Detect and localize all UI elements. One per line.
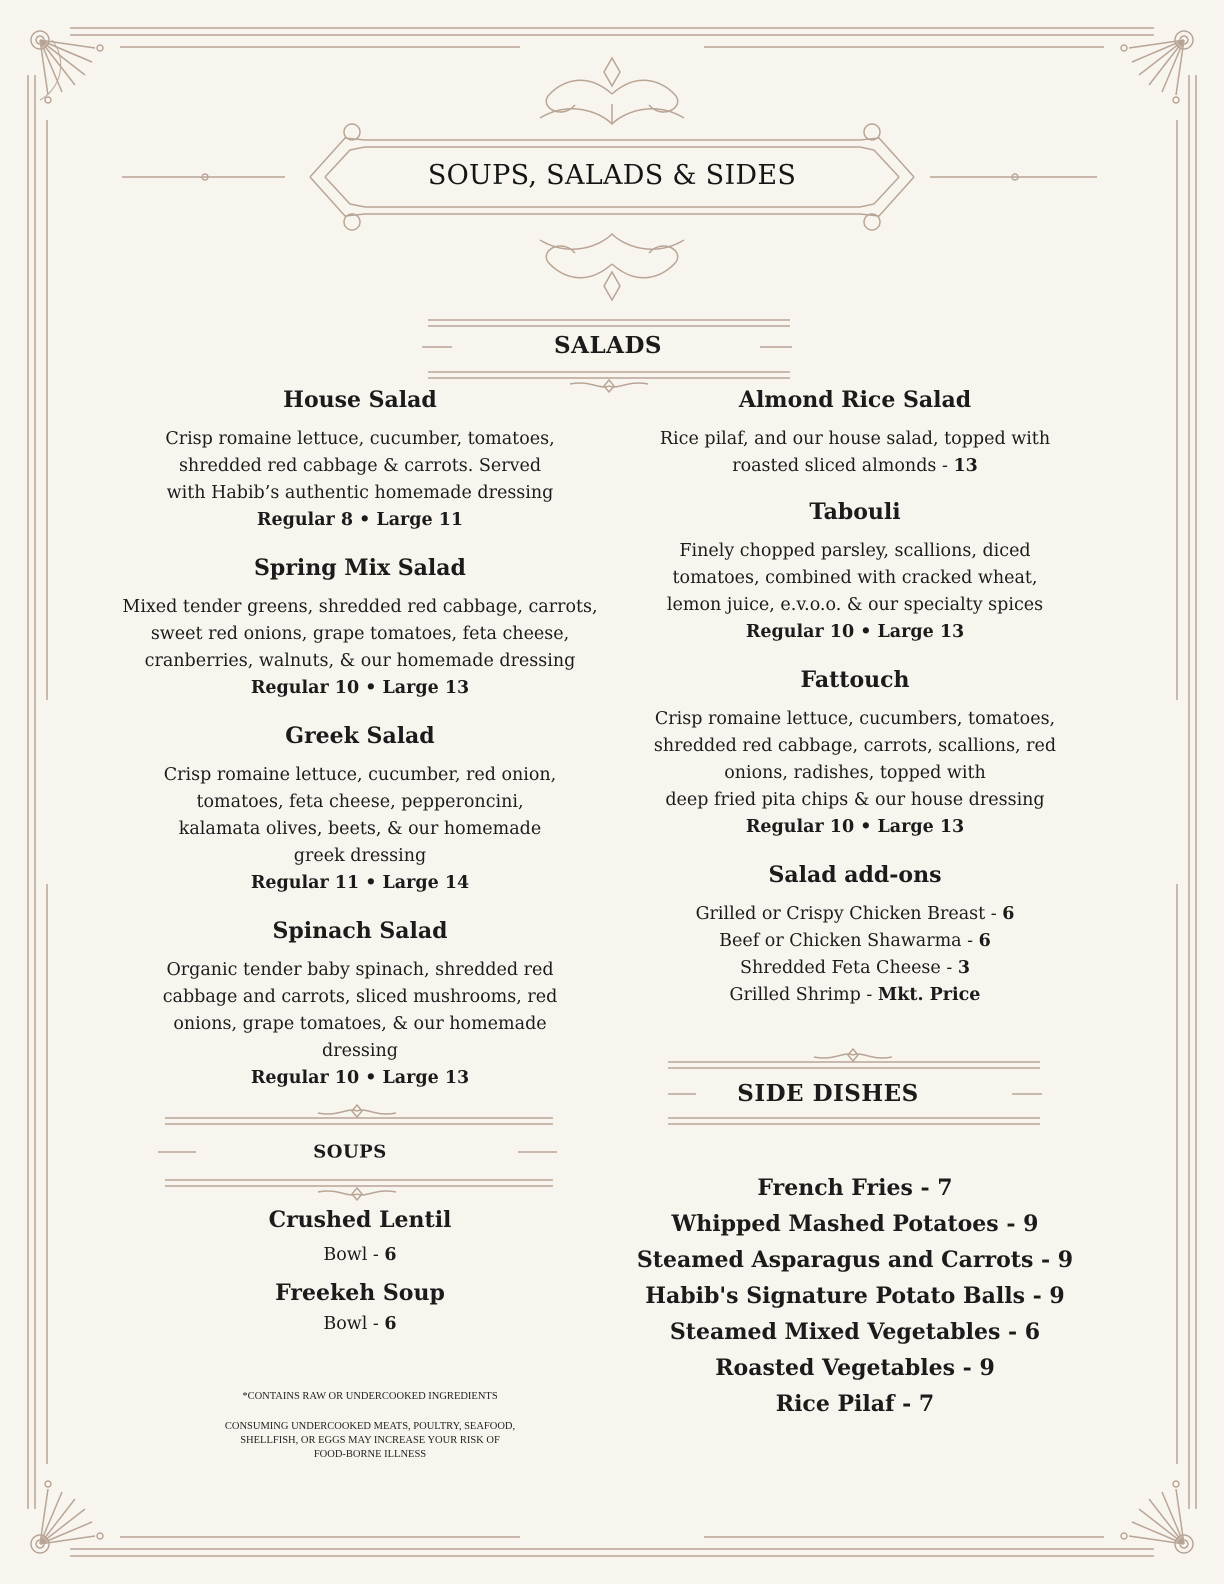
addon-price: Mkt. Price: [877, 985, 981, 1005]
item-price: 6: [384, 1245, 397, 1265]
menu-item-almond-rice-salad: [610, 386, 1100, 480]
desc-line: dressing: [322, 1041, 398, 1061]
salad-addons: [610, 861, 1100, 1009]
desc-line: onions, radishes, topped with: [724, 763, 986, 783]
addon-label: Beef or Chicken Shawarma -: [719, 931, 979, 951]
item-price: Regular 10 • Large 13: [250, 678, 470, 698]
addon-item: [610, 955, 1100, 982]
addon-price: 6: [978, 931, 991, 951]
side-item: Steamed Mixed Vegetables - 6: [669, 1319, 1041, 1345]
page-title: SOUPS, SALADS & SIDES: [427, 160, 797, 191]
item-price: Regular 10 • Large 13: [745, 622, 965, 642]
item-price: 13: [953, 456, 978, 476]
desc-line: tomatoes, combined with cracked wheat,: [672, 568, 1038, 588]
item-price: Regular 8 • Large 11: [256, 510, 464, 530]
side-dishes-title: SIDE DISHES: [737, 1080, 919, 1107]
advisory-line: FOOD-BORNE ILLNESS: [313, 1449, 427, 1460]
side-item: Habib's Signature Potato Balls - 9: [645, 1283, 1065, 1309]
addon-label: Grilled or Crispy Chicken Breast -: [695, 904, 1003, 924]
item-price: Regular 10 • Large 13: [745, 817, 965, 837]
item-serving: [160, 1311, 560, 1338]
item-serving: [160, 1242, 560, 1269]
menu-item-fattouch: [610, 666, 1100, 841]
corner-ornament-top-left: [31, 31, 103, 103]
desc-line: shredded red cabbage, carrots, scallions, red: [653, 736, 1057, 756]
menu-item-tabouli: [610, 498, 1100, 646]
desc-text: roasted sliced almonds -: [732, 456, 954, 476]
desc-line: Crisp romaine lettuce, cucumber, tomatoes,: [165, 429, 555, 449]
item-name: Freekeh Soup: [275, 1280, 445, 1306]
item-description: [110, 594, 610, 675]
item-name: Fattouch: [800, 667, 910, 693]
menu-item-spring-mix-salad: [110, 554, 610, 702]
consumer-advisory: [160, 1420, 580, 1462]
desc-line: sweet red onions, grape tomatoes, feta cheese,: [150, 624, 570, 644]
side-item: French Fries - 7: [757, 1175, 953, 1201]
advisory-line: SHELLFISH, OR EGGS MAY INCREASE YOUR RISK OF: [240, 1435, 500, 1446]
desc-line: with Habib’s authentic homemade dressing: [166, 483, 554, 503]
addon-item: [610, 901, 1100, 928]
item-name: Crushed Lentil: [268, 1207, 452, 1233]
desc-line: kalamata olives, beets, & our homemade: [178, 819, 542, 839]
corner-ornament-bottom-left: [31, 1481, 103, 1553]
item-price: 6: [384, 1314, 397, 1334]
addon-item: [610, 928, 1100, 955]
item-name: Spinach Salad: [272, 918, 448, 944]
menu-item-spinach-salad: [110, 917, 610, 1092]
desc-line: Organic tender baby spinach, shredded red: [166, 960, 554, 980]
item-description: [610, 426, 1100, 480]
addons-list: [610, 901, 1100, 1009]
salads-title: SALADS: [553, 332, 663, 359]
side-item: Steamed Asparagus and Carrots - 9: [636, 1247, 1074, 1273]
desc-line: tomatoes, feta cheese, pepperoncini,: [196, 792, 524, 812]
desc-line: onions, grape tomatoes, & our homemade: [173, 1014, 547, 1034]
desc-line: cranberries, walnuts, & our homemade dressing: [144, 651, 576, 671]
addon-price: 6: [1002, 904, 1015, 924]
desc-line: Crisp romaine lettuce, cucumbers, tomatoes,: [654, 709, 1056, 729]
item-description: [610, 538, 1100, 619]
addon-label: Shredded Feta Cheese -: [739, 958, 958, 978]
raw-ingredients-note: *CONTAINS RAW OR UNDERCOOKED INGREDIENTS: [242, 1391, 498, 1402]
soups-column: [160, 1206, 560, 1338]
desc-line: Finely chopped parsley, scallions, diced: [679, 541, 1031, 561]
soups-title: SOUPS: [313, 1141, 387, 1163]
menu-item-crushed-lentil: [160, 1206, 560, 1269]
item-description: [110, 426, 610, 507]
item-description: [610, 706, 1100, 814]
menu-item-freekeh-soup: [160, 1279, 560, 1338]
advisory-line: CONSUMING UNDERCOOKED MEATS, POULTRY, SEAFOOD,: [224, 1421, 516, 1432]
desc-line: cabbage and carrots, sliced mushrooms, red: [162, 987, 558, 1007]
addon-item: [610, 982, 1100, 1009]
serving-label: Bowl -: [323, 1245, 385, 1265]
serving-label: Bowl -: [323, 1314, 385, 1334]
item-price: Regular 11 • Large 14: [250, 873, 470, 893]
menu-item-greek-salad: [110, 722, 610, 897]
item-name: House Salad: [283, 387, 437, 413]
desc-line: shredded red cabbage & carrots. Served: [178, 456, 542, 476]
item-name: Almond Rice Salad: [738, 387, 972, 413]
desc-line: deep fried pita chips & our house dressing: [665, 790, 1045, 810]
left-salads-column: [110, 386, 610, 1092]
item-description: [110, 957, 610, 1065]
item-name: Tabouli: [809, 499, 901, 525]
item-name: Spring Mix Salad: [254, 555, 466, 581]
desc-line: Mixed tender greens, shredded red cabbage, carrots,: [122, 597, 598, 617]
right-salads-column: [610, 386, 1100, 1009]
corner-ornament-bottom-right: [1121, 1481, 1193, 1553]
addon-label: Grilled Shrimp -: [729, 985, 878, 1005]
item-name: Greek Salad: [285, 723, 435, 749]
side-item: Rice Pilaf - 7: [775, 1391, 935, 1417]
menu-item-house-salad: [110, 386, 610, 534]
side-dishes-list: [620, 1170, 1090, 1422]
item-price: Regular 10 • Large 13: [250, 1068, 470, 1088]
desc-line: Rice pilaf, and our house salad, topped with: [659, 429, 1051, 449]
addon-price: 3: [957, 958, 970, 978]
desc-line: lemon juice, e.v.o.o. & our specialty spices: [666, 595, 1044, 615]
side-item: Whipped Mashed Potatoes - 9: [671, 1211, 1039, 1237]
item-description: [110, 762, 610, 870]
corner-ornament-top-right: [1121, 31, 1193, 103]
side-item: Roasted Vegetables - 9: [715, 1355, 995, 1381]
desc-line: [610, 453, 1100, 480]
desc-line: greek dressing: [293, 846, 427, 866]
desc-line: Crisp romaine lettuce, cucumber, red onion,: [163, 765, 557, 785]
addons-title: Salad add-ons: [768, 862, 942, 888]
